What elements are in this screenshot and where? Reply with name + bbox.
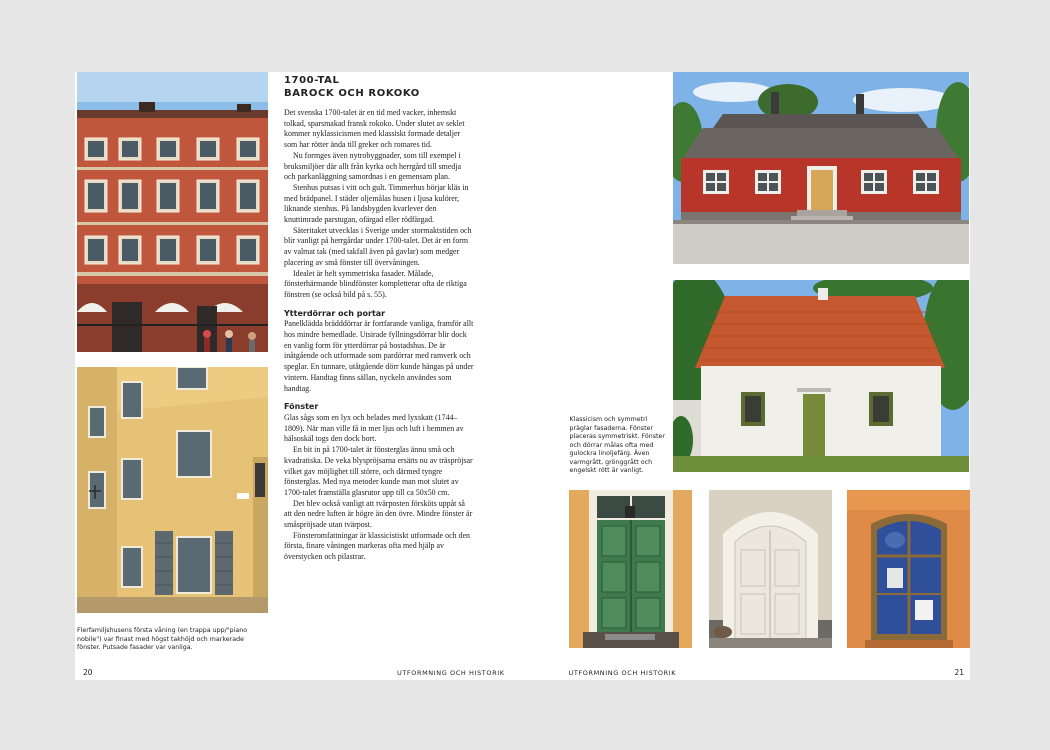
main-text-column	[284, 72, 474, 563]
intro-text	[284, 108, 474, 301]
running-header-right: UTFORMNING OCH HISTORIK	[568, 669, 677, 677]
paragraph: Fönsteromfattningar är klassicistiskt utformade och den första, finare våningen markeras ofta med hjälp av överstycken och pilastrar.	[284, 530, 471, 562]
right-photo-caption: Klassicism och symmetri präglar fasaderna. Fönster placeras symmetriskt. Fönster och dörrar målas ofta med gulockra linoljefärg. Även varmgrått, grönggrått och engelskt rött är vanligt.	[569, 416, 665, 474]
photo-town-house-facade	[77, 72, 268, 352]
left-page	[75, 72, 523, 680]
section-heading-doors: Ytterdörrar och portar	[284, 308, 386, 318]
page-number-right: 21	[954, 668, 965, 677]
paragraph: Det blev också vanligt att tvärposten försköts uppåt så att den nedre luften är högre än den övre. Mindre fönster är småspröjsade utan tvärpost.	[284, 498, 473, 530]
left-photo-caption: Flerfamiljshusens första våning (en trappa upp/"piano nobile") var finast med högst takhöjd och markerade fönster. Putsade fasader var vanliga.	[77, 627, 248, 651]
photo-white-arched-door	[709, 490, 832, 648]
book-spread	[75, 72, 970, 680]
photo-window-orange-wall	[847, 490, 970, 648]
paragraph: Säteritaket utvecklas i Sverige under stormaktstiden och blir vanligt på herrgårdar under 1700-talet. Det är en form av valmat tak (med takfall även på gavlar) som medger placering av små fönster till övervåningen.	[284, 225, 472, 267]
photo-white-stone-house	[673, 280, 969, 472]
paragraph: Panelklädda brädddörrar är fortfarande vanliga, framför allt hos mindre bemedlade. Utsirade fyllningsdörrar blir dock en vanlig form för ytterdörrar på bostadshus. De är inåtgående och utformade som pardörrar med ramverk och speglar. En tunnare, utåtgående dörr kunde hängas på under vintern. Handtag finns sällan, nyckeln användes som handtag.	[284, 319, 474, 393]
paragraph: Stenhus putsas i vitt och gult. Timmerhus börjar kläs in med brädpanel. I städer oljemålas husen i ljusa kulörer, liknande stenhus. På landsbygden kvarlever den knuttimrade parstugan, ofärgad eller rödfärgad.	[284, 182, 469, 225]
paragraph: Idealet är helt symmetriska fasader. Målade, fönsterhärmande blindfönster kompletterar ofta de riktiga fönstren (se också bild på s. 55).	[284, 268, 467, 299]
chapter-title-line-2: BAROCK OCH ROKOKO	[284, 87, 420, 99]
chapter-title-line-1: 1700-TAL	[284, 75, 340, 86]
right-page	[523, 72, 971, 680]
paragraph: En bit in på 1700-talet är fönsterglas ännu små och kvadratiska. De veka blyspröjsarna ersätts nu av träspröjsar vilket gav möjlighet till större, och därmed tyngre fönsterglas. Med nya metoder kunde man mot slutet av 1700-talet framställa glasrutor upp till ca 50x50 cm.	[284, 445, 473, 497]
photo-yellow-plaster-building	[77, 367, 268, 613]
paragraph: Nu formges även nytrobyggnader, som till exempel i bruksmiljöer där allt från kyrka och herrgård till smedja och parkanläggning samordnas i en gemensam plan.	[284, 150, 462, 182]
page-number-left: 20	[83, 668, 93, 677]
chapter-title	[284, 72, 474, 100]
paragraph: Det svenska 1700-talet är en tid med vacker, inhemskt tolkad, sparsmakad fransk rokoko. Under slutet av seklet kommer nyklassicismen med klassiskt formade detaljer som har rötter ända till greker och romares tid.	[284, 108, 465, 150]
running-footer-left: UTFORMNING OCH HISTORIK	[397, 669, 505, 677]
photo-green-double-door	[569, 490, 692, 648]
paragraph: Glas sågs som en lyx och belades med lyxskatt (1744–1809). När man ville få in mer ljus och luft i hemmen av hälsoskäl togs den dock bort.	[284, 412, 464, 444]
photo-red-wooden-house	[673, 72, 969, 264]
section-heading-windows: Fönster	[284, 402, 319, 412]
